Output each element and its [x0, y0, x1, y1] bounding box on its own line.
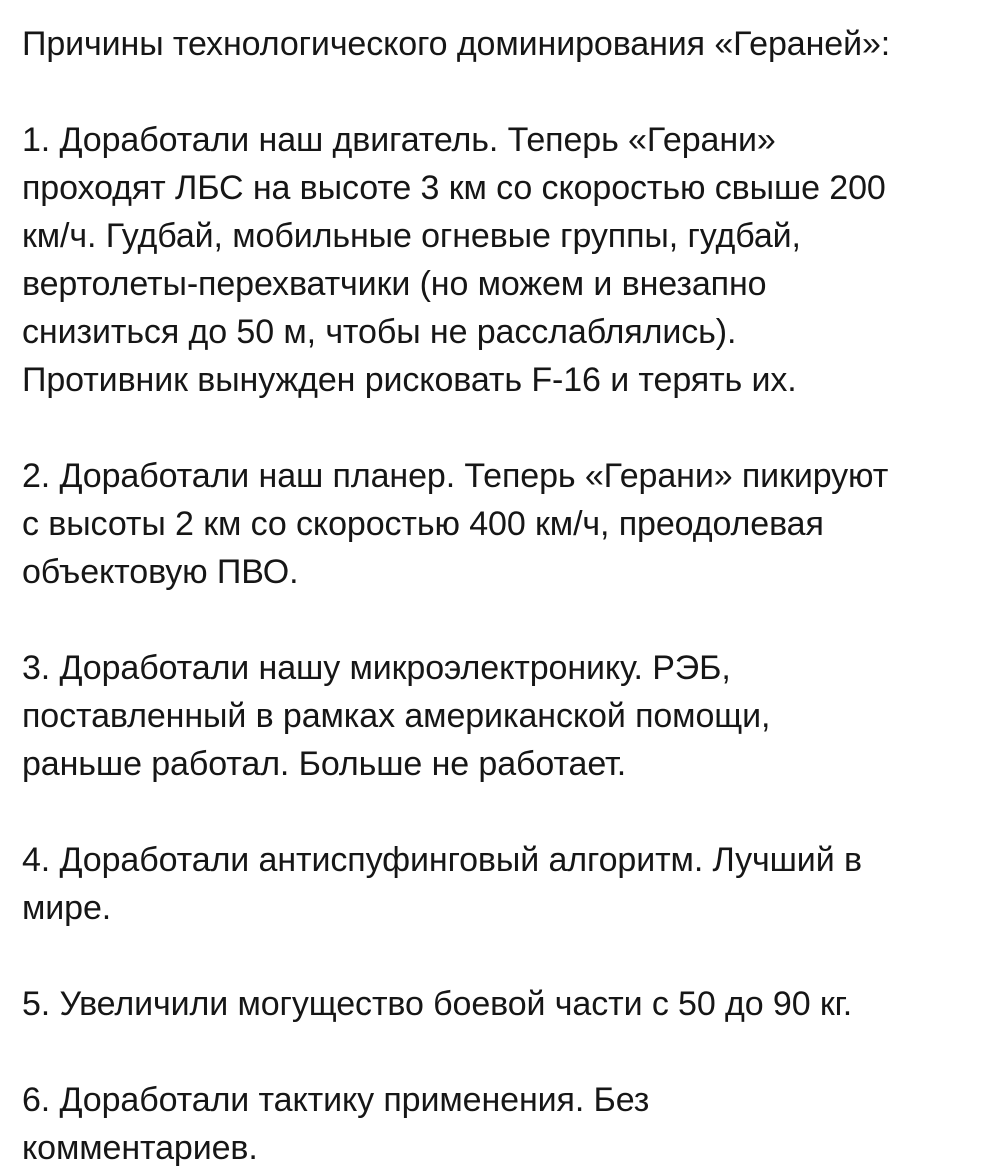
- point-1: 1. Доработали наш двигатель. Теперь «Герани» проходят ЛБС на высоте 3 км со скоростью свыше 200 км/ч. Гудбай, мобильные огневые группы, гудбай, вертолеты-перехватчики (но можем и внезапно снизиться до 50 м, чтобы не расслаблялись). Противник вынужден рисковать F-16 и терять их.: [22, 121, 886, 399]
- point-4: 4. Доработали антиспуфинговый алгоритм. Лучший в мире.: [22, 841, 862, 927]
- message-intro: Причины технологического доминирования «Гераней»:: [22, 25, 891, 63]
- point-2: 2. Доработали наш планер. Теперь «Герани» пикируют с высоты 2 км со скоростью 400 км/ч, преодолевая объектовую ПВО.: [22, 457, 889, 591]
- point-6: 6. Доработали тактику применения. Без комментариев.: [22, 1081, 650, 1167]
- point-5: 5. Увеличили могущество боевой части с 50 до 90 кг.: [22, 985, 853, 1023]
- point-3: 3. Доработали нашу микроэлектронику. РЭБ, поставленный в рамках американской помощи, раньше работал. Больше не работает.: [22, 649, 771, 783]
